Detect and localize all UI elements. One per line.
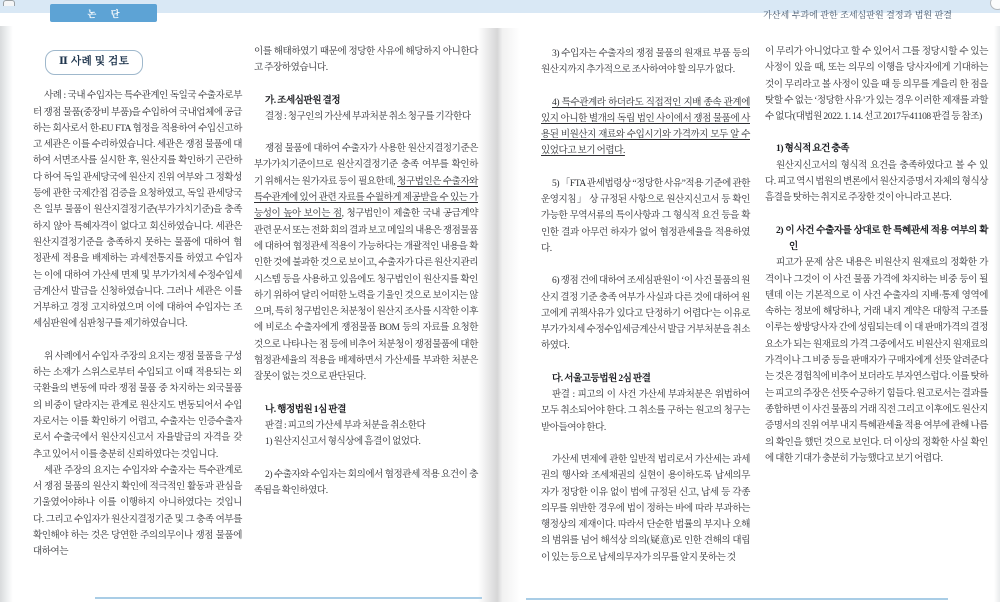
section-heading: Ⅱ 사례 및 검토: [45, 50, 143, 75]
page-right-edge-shadow: [994, 26, 1000, 602]
paragraph: 4) 특수관계라 하더라도 직접적인 지배 종속 관계에 있지 아니한 별개의 독립 법인 사이에서 쟁점 물품에 사용된 비원산지 재료와 수입시기와 가격까지 모두 알 수 있었다고 보기 어렵다.: [541, 97, 750, 157]
sub-heading: 가. 조세심판원 결정: [265, 95, 341, 106]
text-flow: [765, 44, 988, 467]
page-gutter-shadow: [478, 28, 520, 602]
paragraph: 이를 해태하였기 때문에 정당한 사유에 해당하지 아니한다고 주장하였습니다.: [254, 47, 478, 74]
window-control-fragment-icon: [3, 0, 15, 6]
text-flow: [33, 88, 242, 560]
sub-heading: 1) 형식적 요건 충족: [776, 144, 849, 155]
right-page-footer-rule: [526, 598, 948, 600]
left-page-column-2: [254, 44, 478, 602]
article-category-tab: 논 단: [50, 4, 157, 22]
paragraph: 3) 수입자는 수출자의 쟁점 물품의 원재료 부품 등의 원산지까지 추가적으로 조사하여야 할 의무가 없다.: [541, 49, 750, 76]
page-left-edge-shadow: [0, 26, 13, 602]
paragraph: 판결 : 피고의 가산세 부과 처분을 취소한다: [265, 420, 426, 431]
paragraph: 6) 쟁점 건에 대하여 조세심판원이 ‘이 사건 물품의 원산지 결정 기준 충족 여부가 사실과 다른 것에 대하여 원고에게 귀책사유가 있다고 단정하기 어렵다’는 이유로 부가가치세 수정수입세금계산서 발급 거부처분을 취소하였다.: [541, 276, 750, 352]
paragraph: 5) 「FTA 관세법령상 “정당한 사유”적용 기준에 관한 운영지침」 상 규정된 사항으로 원산지신고서 등 확인 가능한 무역서류의 특이사항과 그 형식적 요건 등을 확인한 결과 아무런 하자가 없어 협정관세율을 적용하였다.: [541, 178, 750, 254]
paragraph: 쟁점 물품에 대하여 수출자가 사용한 원산지결정기준은 부가가치기준이므로 원산지결정기준 충족 여부를 확인하기 위해서는 원가자료 등이 필요한데, 청구법인은 수출자와 특수관계에 있어 관련 자료를 수월하게 제공받을 수 있는 가능성이 높아 보이는 점, 청구법인이 제출한 국내 공급계약 관련 문서 또는 전화 회의 결과 보고 메일의 내용은 쟁점물품에 대하여 협정관세 적용이 가능하다는 개괄적인 내용을 확인한 것에 불과한 것으로 보이고, 수출자가 다른 원산지관리시스템 등을 사용하고 있음에도 청구법인이 원산지를 확인하기 위하여 달리 어떠한 노력을 기울인 것으로 보이지는 않으며, 특히 청구법인은 처분청이 원산지 조사를 시작한 이후에 비로소 수출자에게 쟁점물품 BOM 등의 자료를 요청한 것으로 나타나는 점 등에 비추어 처분청이 쟁점물품에 대한 협정관세율의 적용을 배제하면서 가산세를 부과한 처분은 잘못이 없는 것으로 판단된다.: [254, 144, 478, 383]
sub-heading: 2) 이 사건 수출자를 상대로 한 특혜관세 적용 여부의 확인: [776, 225, 988, 252]
paragraph: 2) 수출자와 수입자는 회의에서 협정관세 적용 요건이 충족됨을 확인하였다.: [254, 469, 478, 496]
paragraph: 가산세 면제에 관한 일반적 법리로서 가산세는 과세권의 행사와 조세채권의 실현이 용이하도록 납세의무자가 정당한 이유 없이 법에 규정된 신고, 납세 등 각종 의무를 위반한 경우에 법이 정하는 바에 따라 부과하는 행정상의 제재이다. 따라서 단순한 법률의 부지나 오해의 범위를 넘어 해석상 의의(疑意)로 인한 견해의 대립이 있는 등으로 납세의무자가 의무를 알지 못하는 것: [541, 454, 750, 563]
paragraph: 판결 : 피고의 이 사건 가산세 부과처분은 위법하여 모두 취소되어야 한다. 그 취소를 구하는 원고의 청구는 받아들여야 한다.: [541, 390, 750, 433]
text-flow: [254, 44, 478, 499]
running-title: 가산세 부과에 관한 조세심판원 결정과 법원 판결: [763, 10, 952, 20]
right-page-column-2: [765, 44, 988, 602]
sub-heading: 다. 서울고등법원 2심 판결: [552, 373, 651, 384]
paragraph: 위 사례에서 수입자 주장의 요지는 쟁점 물품을 구성하는 소재가 스위스로부터 수입되고 이때 적용되는 외국환율의 변동에 따라 쟁점 물품 중 차지하는 외국물품의 비중이 달라지는 관계로 원산지도 변동되어서 수입자로서는 이를 확인하기 어렵고, 수출자는 인증수출자로서 수출국에서 원산지신고서 자율발급의 자격을 갖추고 있어서 이를 충분히 신뢰하였다는 것입니다.: [33, 351, 242, 460]
left-page-footer-rule: [95, 597, 482, 599]
left-page-column-1: [33, 50, 242, 602]
paragraph: 원산지신고서의 형식적 요건을 충족하였다고 볼 수 있다. 피고 역시 법원의 변론에서 원산지증명서 자체의 형식상 흠결을 탓하는 취지로 주장한 것이 아니라고 본다.: [765, 160, 988, 204]
paragraph: 1) 원산지신고서 형식상에 흠결이 없었다.: [265, 437, 421, 448]
paragraph: 이 무리가 아니었다고 할 수 있어서 그를 정당시할 수 있는 사정이 있을 때, 또는 의무의 이행을 당사자에게 기대하는 것이 무리라고 볼 사정이 있을 때 등 의무를 게을리 한 점을 탓할 수 없는 ‘정당한 사유’가 있는 경우 이러한 제재를 과할 수 없다(대법원 2022. 1. 14. 선고 2017두41108 판결 등 참조): [765, 47, 988, 123]
text-flow: [541, 46, 750, 566]
paragraph: 결정 : 청구인의 가산세 부과처분 취소 청구를 기각한다: [265, 111, 471, 122]
paragraph: 피고가 문제 삼은 내용은 비원산지 원재료의 정확한 가격이나 그것이 이 사건 물품 가격에 차지하는 비중 등이 될 텐데 이는 기본적으로 이 사건 수출자의 지배·통제 영역에 속하는 정보에 해당하나, 거래 내지 계약은 대항적 구조를 이루는 쌍방당사자 간에 성립되는데 이 대 판매가격의 결정요소가 되는 원재료의 가격 그중에서도 비원산지 원재료의 가격이나 그 비중 등을 판매자가 구매자에게 선뜻 알려준다는 것은 경험칙에 비추어 보더라도 부자연스럽다. 이를 탓하는 피고의 주장은 선뜻 수긍하기 힘들다. 원고로서는 결과를 종합하면 이 사건 물품의 거래 직전 그리고 이후에도 원산지증명서의 진위 여부 내지 특혜관세율 적용 여부에 관해 나름의 확인을 했던 것으로 보인다. 더 이상의 정확한 사실 확인에 대한 기대가 충분히 가능했다고 보기 어렵다.: [765, 258, 988, 464]
paragraph: 세관 주장의 요지는 수입자와 수출자는 특수관계로서 쟁점 물품의 원산지 확인에 적극적인 활동과 관심을 기울였어야하나 이를 이행하지 아니하였다는 것입니다. 그리고 수입자가 원산지결정기준 및 그 충족 여부를 확인해야 하는 것은 당연한 주의의무이나 쟁점 물품에 대하여는: [33, 465, 242, 558]
paragraph: 사례 : 국내 수입자는 특수관계인 독일국 수출자로부터 쟁점 물품(중장비 부품)을 수입하여 국내업체에 공급하는 회사로서 한-EU FTA 협정을 적용하여 수입신고하고 세관은 이를 수리하였습니다. 세관은 쟁점 물품에 대하여 서면조사를 실시한 후, 원산지를 확인하기 곤란하다 하여 독일 관세당국에 원산지 진위 여부와 그 정확성 등에 관한 국제간접 검증을 요청하였고, 독일 관세당국은 일부 물품이 원산지결정기준(부가가치기준)을 충족하지 않아 특혜자격이 없다고 회신하였습니다. 세관은 원산지결정기준을 충족하지 못하는 물품에 대하여 협정관세 적용을 배제하는 과세전통지를 하였고 수입자는 이에 대하여 가산세 면제 및 부가가치세 수정수입세금계산서 발급을 신청하였습니다. 그러나 세관은 이를 거부하고 경정 고지하였으며 이에 대하여 수입자는 조세심판원에 심판청구를 제기하였습니다.: [33, 91, 242, 330]
right-page-column-1: [541, 46, 750, 602]
sub-heading: 나. 행정법원 1심 판결: [265, 404, 346, 415]
